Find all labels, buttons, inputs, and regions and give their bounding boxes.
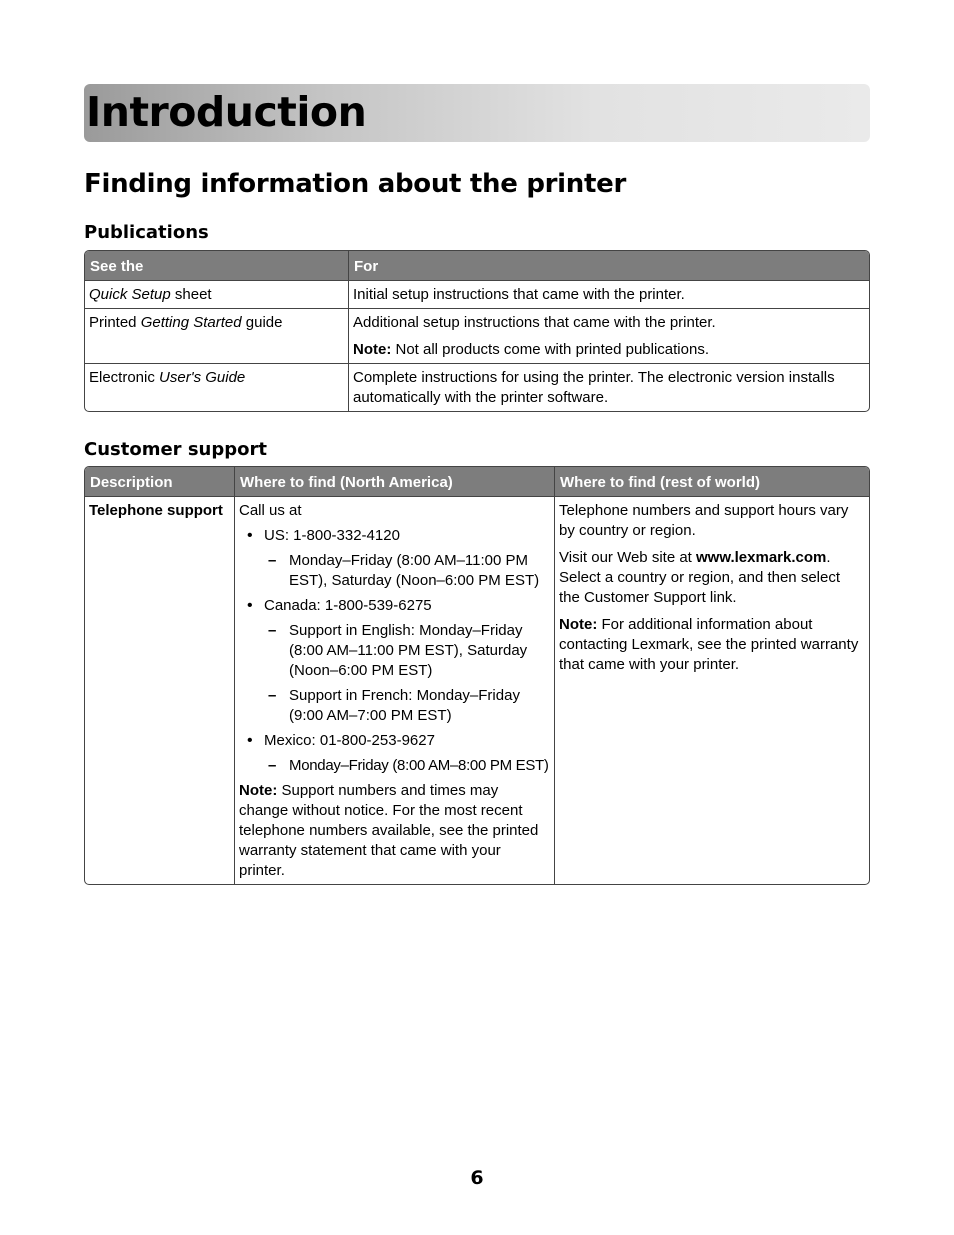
publication-name: Electronic User's Guide xyxy=(85,363,349,411)
publication-name: Printed Getting Started guide xyxy=(85,308,349,363)
column-header: For xyxy=(349,251,869,280)
page-number: 6 xyxy=(470,1167,484,1189)
customer-support-table xyxy=(84,466,870,885)
table-header-row xyxy=(85,251,869,280)
publications-table xyxy=(84,250,870,412)
table-header-row xyxy=(85,467,869,496)
list-item: • Mexico: 01-800-253-9627 – Monday–Friday (8:00 AM–8:00 PM EST) xyxy=(239,731,550,776)
website-link[interactable]: www.lexmark.com xyxy=(696,549,827,566)
column-header: Where to find (rest of world) xyxy=(555,467,869,496)
list-item: – Support in French: Monday–Friday (9:00 AM–7:00 PM EST) xyxy=(264,686,550,726)
note: Note: Not all products come with printed publications. xyxy=(353,341,709,358)
publication-purpose: Additional setup instructions that came with the printer. Note: Not all products come with printed publications. xyxy=(349,308,869,363)
publication-purpose: Complete instructions for using the printer. The electronic version installs automatically with the printer software. xyxy=(349,363,869,411)
list-item: • Canada: 1-800-539-6275 – Support in English: Monday–Friday (8:00 AM–11:00 PM EST), Saturday (Noon–6:00 PM EST) – Support in French: Monday–Friday (9:00 AM–7:00 PM EST) xyxy=(239,596,550,726)
list-item: • US: 1-800-332-4120 – Monday–Friday (8:00 AM–11:00 PM EST), Saturday (Noon–6:00 PM EST) xyxy=(239,526,550,591)
support-rest-of-world: Telephone numbers and support hours vary by country or region. Visit our Web site at www.lexmark.com. Select a country or region, and then select the Customer Support link. Note: For additional information about contacting Lexmark, see the printed warranty that came with your printer. xyxy=(555,496,869,884)
table-row xyxy=(85,496,869,884)
publications-heading: Publications xyxy=(84,222,209,243)
list-item: – Support in English: Monday–Friday (8:00 AM–11:00 PM EST), Saturday (Noon–6:00 PM EST) xyxy=(264,621,550,681)
column-header: Description xyxy=(85,467,235,496)
section-title: Finding information about the printer xyxy=(84,169,626,199)
table-row xyxy=(85,308,869,363)
publication-purpose: Initial setup instructions that came with the printer. xyxy=(349,280,869,308)
support-north-america: Call us at • US: 1-800-332-4120 – Monday–Friday (8:00 AM–11:00 PM EST), Saturday (Noon–6:00 PM EST) • Canada: 1-800-539-6275 – Support in English: Monday–Friday (8:00 AM–11:00 PM EST), Saturday (Noon–6:00 PM EST) – Support in French: Monday–Friday (9:00 AM–7:00 PM EST) • Mexico: 01-800-253-9627 – Monday–Friday (8:00 AM–8:00 PM EST) Note: Support numbers and times may change without notice. For the most recent telephone numbers available, see the printed warranty statement that came with your printer. xyxy=(235,496,555,884)
table-row xyxy=(85,363,869,411)
note: Note: For additional information about contacting Lexmark, see the printed warranty that came with your printer. xyxy=(559,616,859,673)
publication-name: Quick Setup sheet xyxy=(85,280,349,308)
customer-support-heading: Customer support xyxy=(84,439,267,460)
list-item: – Monday–Friday (8:00 AM–8:00 PM EST) xyxy=(264,756,550,776)
support-description: Telephone support xyxy=(85,496,235,884)
chapter-title: Introduction xyxy=(86,88,367,136)
column-header: See the xyxy=(85,251,349,280)
note: Note: Support numbers and times may change without notice. For the most recent telephone numbers available, see the printed warranty statement that came with your printer. xyxy=(239,782,539,879)
list-item: – Monday–Friday (8:00 AM–11:00 PM EST), Saturday (Noon–6:00 PM EST) xyxy=(264,551,550,591)
column-header: Where to find (North America) xyxy=(235,467,555,496)
table-row xyxy=(85,280,869,308)
